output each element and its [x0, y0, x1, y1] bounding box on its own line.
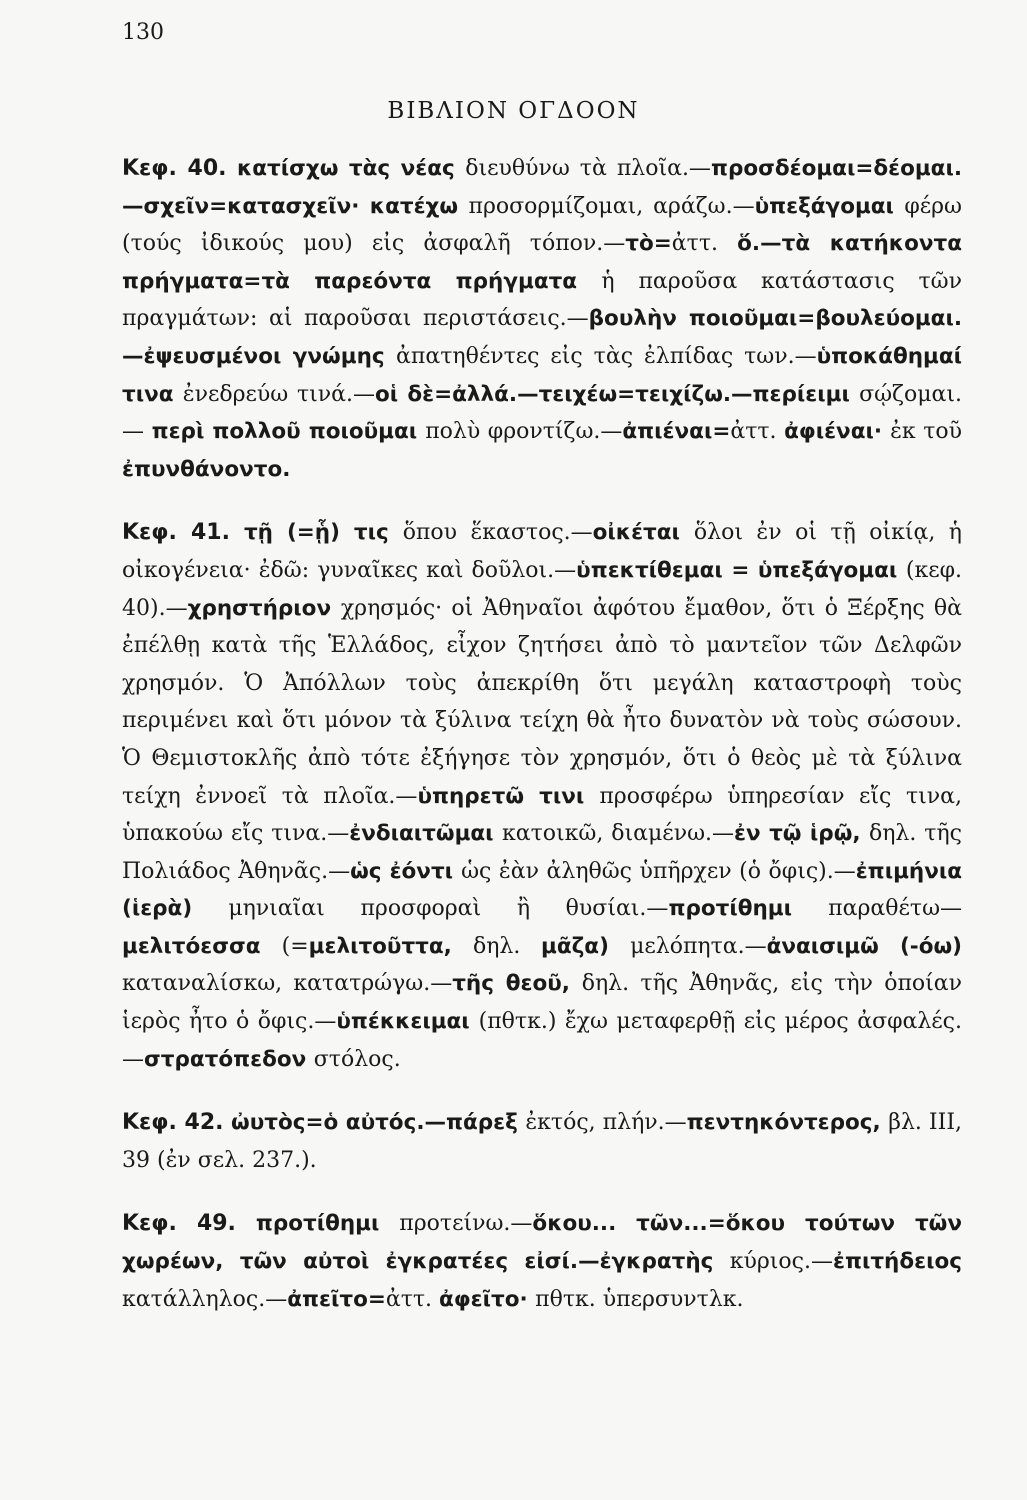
chapter-42-note: [122, 1104, 962, 1179]
lemma-term: μελιτοῦττα,: [308, 933, 473, 959]
running-head: ΒΙΒΛΙΟΝ ΟΓΔΟΟΝ: [387, 98, 640, 124]
lemma-term: μελιτόεσσα: [122, 933, 282, 959]
gloss-text: χρησμός· οἱ Ἀθηναῖοι ἀφότου ἔμαθον, ὅτι ὁ Ξέρξης θὰ ἐπέλθῃ κατὰ τῆς Ἑλλάδος, εἶχον ζητήσει ἀπὸ τὸ μαντεῖον τῶν Δελφῶν χρησμόν. Ὁ Ἀπόλλων τοὺς ἀπεκρίθη ὅτι μεγάλη καταστροφὴ τοὺς περιμένει καὶ ὅτι μόνον τὰ ξύλινα τείχη θὰ ἦτο δυνατὸν νὰ τοὺς σώσουν. Ὁ Θεμιστοκλῆς ἀπὸ τότε ἐξήγησε τὸν χρησμόν, ὅτι ὁ θεὸς μὲ τὰ ξύλινα τείχη ἐννοεῖ τὰ πλοῖα.—: [122, 595, 962, 809]
gloss-text: ἀπατηθέντες εἰς τὰς ἐλπίδας των.—: [396, 343, 817, 369]
gloss-text: πολὺ φροντίζω.—: [425, 419, 623, 445]
lemma-term: ἀφεῖτο·: [439, 1286, 536, 1312]
lemma-term: προτίθημι: [235, 1211, 400, 1237]
lemma-term: ἐνδιαιτῶμαι: [349, 821, 502, 847]
gloss-text: ἀττ.: [730, 419, 785, 445]
gloss-text: ἡ παροῦσα κατάστασις τῶν πραγμάτων: αἱ παροῦσαι περιστάσεις.—: [122, 268, 962, 332]
gloss-text: (κεφ. 40).—: [122, 557, 962, 621]
gloss-text: (πθτκ.) ἔχω μεταφερθῇ εἰς μέρος ἀσφαλές.—: [122, 1009, 962, 1072]
lemma-term: τὸ=: [625, 231, 672, 257]
lemma-term: τῆς θεοῦ,: [452, 971, 582, 997]
gloss-text: ὅπου ἕκαστος.—: [402, 520, 593, 546]
chapter-heading: Κεφ. 41.: [122, 520, 230, 546]
segments: [122, 520, 962, 1071]
lemma-term: στρατόπεδον: [144, 1046, 314, 1072]
lemma-term: ὅ.—τὰ κατήκοντα πρήγματα=τὰ παρεόντα πρήγματα: [122, 231, 962, 294]
lemma-term: βουλὴν ποιοῦμαι=βουλεύομαι.—ἐψευσμένοι γνώμης: [122, 306, 962, 369]
gloss-text: διευθύνω τὰ πλοῖα.—: [465, 156, 711, 181]
lemma-term: ὑπέκκειμαι: [336, 1009, 479, 1035]
gloss-text: φέρω (τούς ἰδικούς μου) εἰς ἀσφαλῆ τόπον.—: [122, 193, 962, 257]
lemma-term: τῇ (=ᾗ) τις: [229, 520, 403, 546]
lemma-term: ὡς ἐόντι: [350, 858, 462, 884]
page-number: 130: [122, 20, 164, 45]
lemma-term: πεντηκόντερος,: [686, 1110, 889, 1136]
lemma-term: ἀπιέναι=: [622, 419, 731, 445]
segments: [122, 1110, 962, 1173]
gloss-text: (=: [281, 933, 309, 959]
gloss-text: δηλ. τῆς Πολιάδος Ἀθηνᾶς.—: [122, 821, 962, 884]
segments: [122, 156, 962, 482]
gloss-text: βλ. III, 39 (ἐν σελ. 237.).: [122, 1110, 962, 1173]
lemma-term: οἰκέται: [592, 520, 694, 546]
chapter-49-note: [122, 1205, 962, 1318]
lemma-term: προτίθημι: [668, 896, 829, 922]
lemma-term: κατίσχω τὰς νέας: [226, 156, 466, 181]
gloss-text: δηλ. τῆς Ἀθηνᾶς, εἰς τὴν ὁποίαν ἱερὸς ἦτο ὁ ὄφις.—: [122, 971, 962, 1035]
gloss-text: μελόπητα.—: [630, 933, 767, 959]
gloss-text: προσφέρω ὑπηρεσίαν εἴς τινα, ὑπακούω εἴς τινα.—: [122, 783, 962, 847]
chapter-heading: Κεφ. 49.: [122, 1211, 236, 1237]
lemma-term: ὑπηρετῶ τινι: [417, 783, 600, 809]
gloss-text: καταναλίσκω, κατατρώγω.—: [122, 971, 453, 997]
lemma-term: ὑπεξάγομαι: [754, 193, 905, 219]
gloss-text: κατάλληλος.—: [122, 1286, 288, 1312]
gloss-text: ἐνεδρεύω τινά.—: [182, 381, 376, 407]
lemma-term: ὅκου... τῶν...=ὅκου τούτων τῶν χωρέων, τῶν αὐτοὶ ἐγκρατέες εἰσί.—ἐγκρατὴς: [122, 1211, 962, 1275]
lemma-term: ὠυτὸς=ὁ αὐτός.—πάρεξ: [223, 1110, 526, 1136]
lemma-term: ἐπυνθάνοντο.: [122, 456, 291, 482]
lemma-term: ἀφιέναι·: [784, 419, 891, 445]
gloss-text: στόλος.: [313, 1046, 401, 1072]
gloss-text: κατοικῶ, διαμένω.—: [502, 821, 735, 847]
segments: [122, 1211, 962, 1311]
gloss-text: κύριος.—: [729, 1249, 833, 1275]
gloss-text: προσορμίζομαι, αράζω.—: [468, 193, 755, 219]
lemma-term: ἐν τῷ ἱρῷ,: [734, 821, 869, 847]
lemma-term: χρηστήριον: [187, 595, 341, 621]
gloss-text: δηλ.: [472, 933, 542, 959]
gloss-text: ἀττ.: [385, 1286, 440, 1312]
gloss-text: ἐκτός, πλήν.—: [525, 1110, 687, 1136]
gloss-text: ὡς ἐὰν ἀληθῶς ὑπῆρχεν (ὁ ὄφις).—: [461, 858, 856, 884]
gloss-text: παραθέτω—: [828, 896, 963, 922]
lemma-term: προσδέομαι=δέομαι.—σχεῖν=κατασχεῖν· κατέχω: [122, 156, 962, 219]
chapter-heading: Κεφ. 42.: [122, 1110, 224, 1136]
lemma-term: μᾶζα): [541, 933, 631, 959]
lemma-term: περὶ πολλοῦ ποιοῦμαι: [151, 419, 426, 445]
lemma-term: ἀναισιμῶ (-όω): [766, 933, 962, 959]
lemma-term: οἱ δὲ=ἀλλά.—τειχέω=τειχίζω.—περίειμι: [375, 381, 860, 407]
lemma-term: ἀπεῖτο=: [287, 1286, 386, 1312]
chapter-41-note: [122, 514, 962, 1078]
gloss-text: ὅλοι ἐν οἱ τῇ οἰκίᾳ, ἡ οἰκογένεια· ἐδῶ: γυναῖκες καὶ δοῦλοι.—: [122, 520, 962, 583]
lemma-term: ἐπιτήδειος: [832, 1249, 962, 1275]
lemma-term: ὑπεκτίθεμαι = ὑπεξάγομαι: [576, 557, 906, 583]
gloss-text: προτείνω.—: [399, 1211, 533, 1237]
gloss-text: ἀττ.: [671, 231, 738, 257]
chapter-40-note: [122, 150, 962, 488]
lemma-term: ἐπιμήνια (ἱερὰ): [122, 858, 962, 922]
commentary-body: [122, 150, 962, 1344]
gloss-text: ἐκ τοῦ: [890, 419, 962, 445]
gloss-text: μηνιαῖαι προσφοραὶ ἢ θυσίαι.—: [228, 896, 669, 922]
chapter-heading: Κεφ. 40.: [122, 156, 227, 181]
gloss-text: σῴζομαι. —: [122, 381, 962, 445]
lemma-term: ὑποκάθημαί τινα: [122, 343, 962, 407]
gloss-text: πθτκ. ὑπερσυντλκ.: [535, 1286, 744, 1312]
